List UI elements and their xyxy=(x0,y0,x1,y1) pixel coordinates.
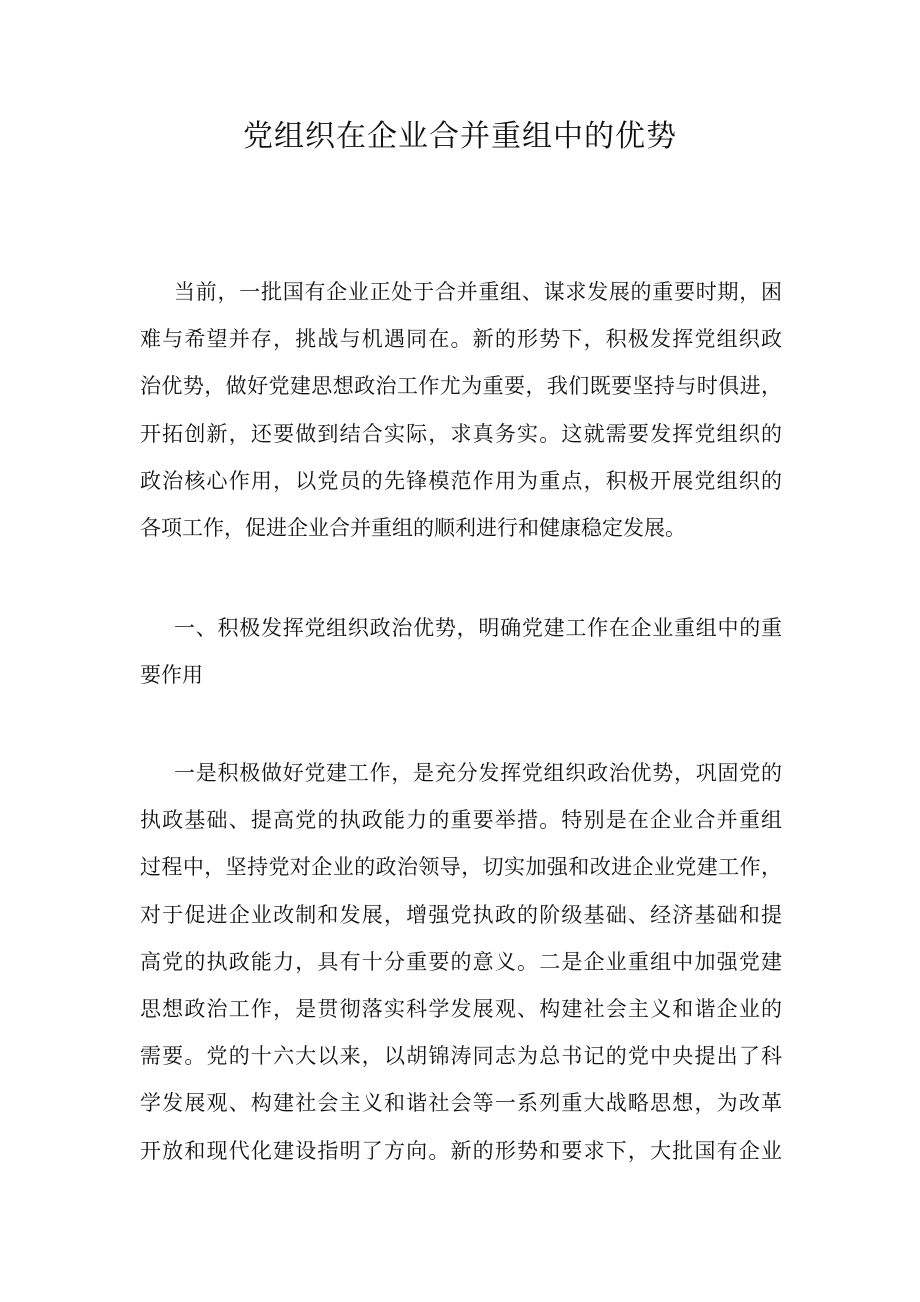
paragraph-body xyxy=(140,750,782,1175)
paragraph-line: 治优势，做好党建思想政治工作尤为重要，我们既要坚持与时俱进， xyxy=(140,374,782,399)
paragraph-line: 思想政治工作，是贯彻落实科学发展观、构建社会主义和谐企业的 xyxy=(140,996,782,1021)
paragraph-line: 需要。党的十六大以来，以胡锦涛同志为总书记的党中央提出了科 xyxy=(140,1044,782,1069)
paragraph-line: 学发展观、构建社会主义和谐社会等一系列重大战略思想，为改革 xyxy=(140,1091,782,1116)
paragraph-line: 对于促进企业改制和发展，增强党执政的阶级基础、经济基础和提 xyxy=(140,902,782,927)
paragraph-line: 要作用 xyxy=(140,663,203,688)
document-title: 党组织在企业合并重组中的优势 xyxy=(243,119,677,154)
paragraph-line: 开放和现代化建设指明了方向。新的形势和要求下，大批国有企业 xyxy=(140,1138,782,1163)
paragraph-line: 一是积极做好党建工作，是充分发挥党组织政治优势，巩固党的 xyxy=(174,761,782,785)
paragraph-line: 开拓创新，还要做到结合实际，求真务实。这就需要发挥党组织的 xyxy=(140,421,782,446)
paragraph-line: 过程中，坚持党对企业的政治领导，切实加强和改进企业党建工作， xyxy=(140,855,782,880)
paragraph-line: 执政基础、提高党的执政能力的重要举措。特别是在企业合并重组 xyxy=(140,808,782,833)
paragraph-line: 政治核心作用，以党员的先锋模范作用为重点，积极开展党组织的 xyxy=(140,468,782,493)
paragraph-line: 一、积极发挥党组织政治优势，明确党建工作在企业重组中的重 xyxy=(174,616,782,640)
paragraph-line: 各项工作，促进企业合并重组的顺利进行和健康稳定发展。 xyxy=(140,515,686,540)
paragraph-intro xyxy=(140,269,782,552)
paragraph-line: 高党的执政能力，具有十分重要的意义。二是企业重组中加强党建 xyxy=(140,949,782,974)
paragraph-line: 难与希望并存，挑战与机遇同在。新的形势下，积极发挥党组织政 xyxy=(140,327,782,352)
section-heading xyxy=(140,605,782,699)
paragraph-line: 当前，一批国有企业正处于合并重组、谋求发展的重要时期，困 xyxy=(174,280,782,304)
